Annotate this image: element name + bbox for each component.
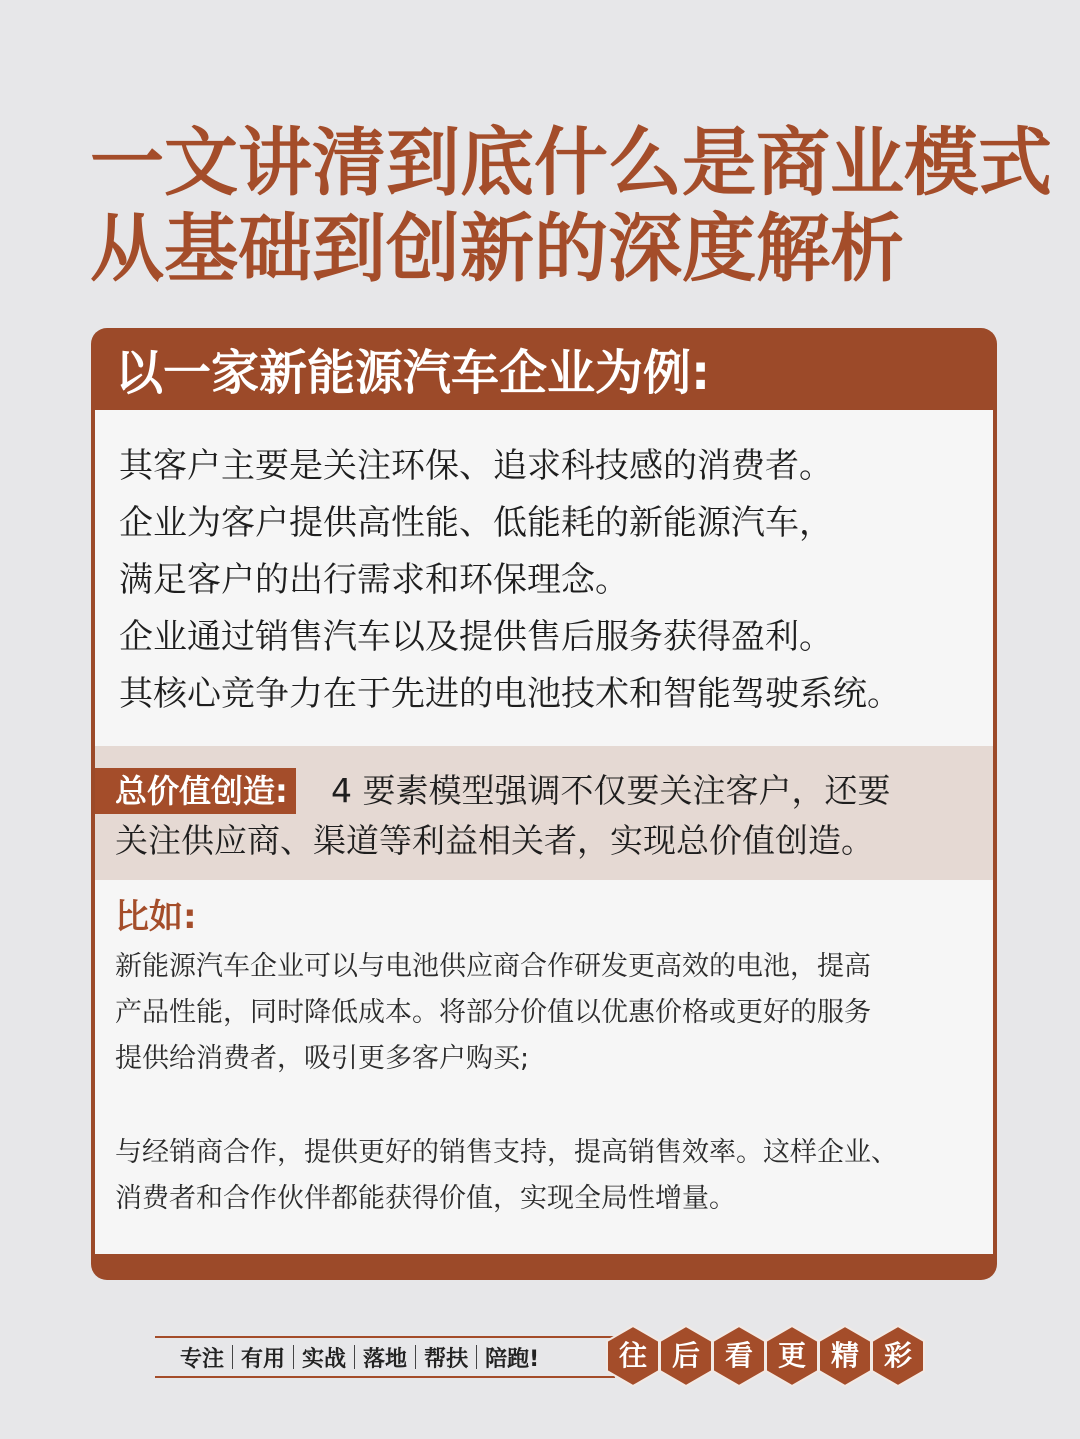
- intro-line: 企业为客户提供高性能、低能耗的新能源汽车，: [119, 503, 833, 543]
- footer-slogan: [180, 1340, 539, 1374]
- hexagon-badge: [658, 1324, 714, 1388]
- page-title: [90, 120, 1050, 292]
- total-value-text-line-2: 关注供应商、渠道等利益相关者，实现总价值创造。: [115, 821, 874, 860]
- total-value-text-line-1: 4 要素模型强调不仅要关注客户，还要: [331, 771, 891, 810]
- footer: [0, 1318, 1080, 1408]
- slogan-item: 专注: [180, 1346, 225, 1372]
- title-line-1: 一文讲清到底什么是商业模式: [90, 120, 1052, 206]
- card-body: [95, 410, 993, 1254]
- slogan-item: 有用: [241, 1346, 286, 1372]
- footer-rule-bottom: [155, 1376, 615, 1378]
- hexagon-badge: [764, 1324, 820, 1388]
- example-paragraph-2: [115, 1130, 898, 1222]
- example-line: 提供给消费者，吸引更多客户购买;: [115, 1043, 530, 1074]
- example-line: 产品性能，同时降低成本。将部分价值以优惠价格或更好的服务: [115, 997, 871, 1028]
- hexagon-char: 看: [724, 1339, 753, 1372]
- intro-line: 满足客户的出行需求和环保理念。: [119, 560, 629, 600]
- slogan-item: 帮扶: [424, 1346, 469, 1372]
- intro-line: 企业通过销售汽车以及提供售后服务获得盈利。: [119, 617, 833, 657]
- hexagon-badge: [605, 1324, 661, 1388]
- example-label: 比如:: [115, 897, 197, 937]
- slogan-divider: [476, 1345, 477, 1369]
- intro-paragraph: [119, 438, 901, 723]
- example-paragraph-1: [115, 944, 871, 1082]
- slogan-divider: [415, 1345, 416, 1369]
- hexagon-char: 精: [830, 1339, 859, 1372]
- slogan-divider: [293, 1345, 294, 1369]
- slogan-item: 陪跑!: [485, 1346, 540, 1372]
- total-value-band: [95, 746, 993, 880]
- card-heading: 以一家新能源汽车企业为例:: [115, 345, 711, 401]
- total-value-label: 总价值创造:: [95, 768, 296, 814]
- example-line: 消费者和合作伙伴都能获得价值，实现全局性增量。: [115, 1183, 736, 1214]
- slogan-divider: [232, 1345, 233, 1369]
- hexagon-row: [605, 1324, 923, 1394]
- hexagon-char: 彩: [883, 1339, 912, 1372]
- hexagon-badge: [817, 1324, 873, 1388]
- slogan-item: 实战: [302, 1346, 347, 1372]
- content-card: [91, 328, 997, 1280]
- footer-rule-top: [155, 1336, 615, 1338]
- hexagon-badge: [711, 1324, 767, 1388]
- hexagon-badge: [870, 1324, 926, 1388]
- title-line-2: 从基础到创新的深度解析: [90, 206, 904, 292]
- example-line: 新能源汽车企业可以与电池供应商合作研发更高效的电池，提高: [115, 951, 871, 982]
- slogan-item: 落地: [363, 1346, 408, 1372]
- hexagon-char: 后: [671, 1339, 700, 1372]
- intro-line: 其客户主要是关注环保、追求科技感的消费者。: [119, 446, 833, 486]
- example-line: 与经销商合作，提供更好的销售支持，提高销售效率。这样企业、: [115, 1137, 898, 1168]
- intro-line: 其核心竞争力在于先进的电池技术和智能驾驶系统。: [119, 674, 901, 714]
- hexagon-char: 更: [777, 1339, 806, 1372]
- hexagon-char: 往: [618, 1339, 647, 1372]
- slogan-divider: [354, 1345, 355, 1369]
